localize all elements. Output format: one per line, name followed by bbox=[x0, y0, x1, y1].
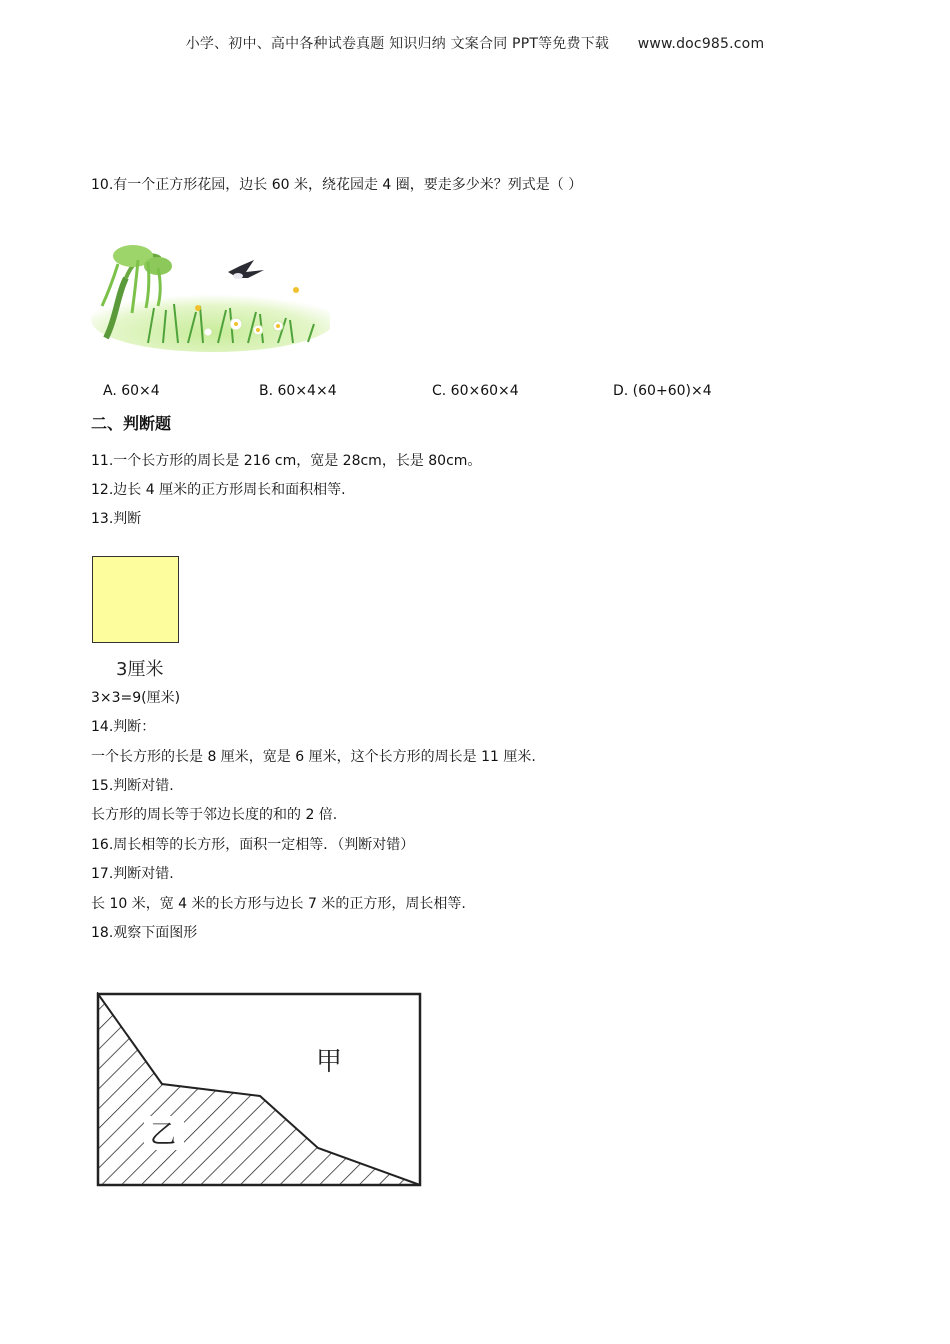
region-yi bbox=[98, 994, 420, 1185]
question-14: 14.判断： bbox=[91, 719, 156, 735]
split-rectangle-figure bbox=[96, 992, 424, 1188]
yellow-square-figure bbox=[92, 556, 179, 643]
garden-illustration bbox=[88, 238, 330, 353]
question-11: 11.一个长方形的周长是 216 cm，宽是 28cm，长是 80cm。 bbox=[91, 453, 482, 469]
question-18: 18.观察下面图形 bbox=[91, 925, 198, 941]
question-17: 17.判断对错. bbox=[91, 866, 174, 882]
option-c[interactable]: C. 60×60×4 bbox=[432, 383, 519, 399]
section-title: 二、判断题 bbox=[91, 414, 172, 433]
question-16: 16.周长相等的长方形，面积一定相等．（判断对错） bbox=[91, 837, 415, 853]
question-13-formula: 3×3=9(厘米) bbox=[91, 690, 181, 706]
option-b[interactable]: B. 60×4×4 bbox=[259, 383, 337, 399]
question-13: 13.判断 bbox=[91, 511, 142, 527]
header-site-link[interactable]: www.doc985.com bbox=[637, 36, 765, 52]
question-12: 12.边长 4 厘米的正方形周长和面积相等. bbox=[91, 482, 346, 498]
label-jia: 甲 bbox=[316, 1047, 343, 1077]
question-14-body: 一个长方形的长是 8 厘米，宽是 6 厘米，这个长方形的周长是 11 厘米. bbox=[91, 749, 536, 765]
label-yi: 乙 bbox=[150, 1120, 177, 1150]
question-15: 15.判断对错. bbox=[91, 778, 174, 794]
option-d[interactable]: D. (60+60)×4 bbox=[613, 383, 712, 399]
option-a[interactable]: A. 60×4 bbox=[103, 383, 160, 399]
header-slogan: 小学、初中、高中各种试卷真题 知识归纳 文案合同 PPT等免费下载 bbox=[185, 36, 610, 52]
square-side-label: 3厘米 bbox=[116, 659, 164, 680]
question-15-body: 长方形的周长等于邻边长度的和的 2 倍. bbox=[91, 807, 338, 823]
page-header bbox=[0, 33, 950, 53]
question-17-body: 长 10 米，宽 4 米的长方形与边长 7 米的正方形，周长相等. bbox=[91, 896, 466, 912]
question-10: 10.有一个正方形花园，边长 60 米，绕花园走 4 圈，要走多少米？列式是（ ） bbox=[91, 177, 583, 193]
